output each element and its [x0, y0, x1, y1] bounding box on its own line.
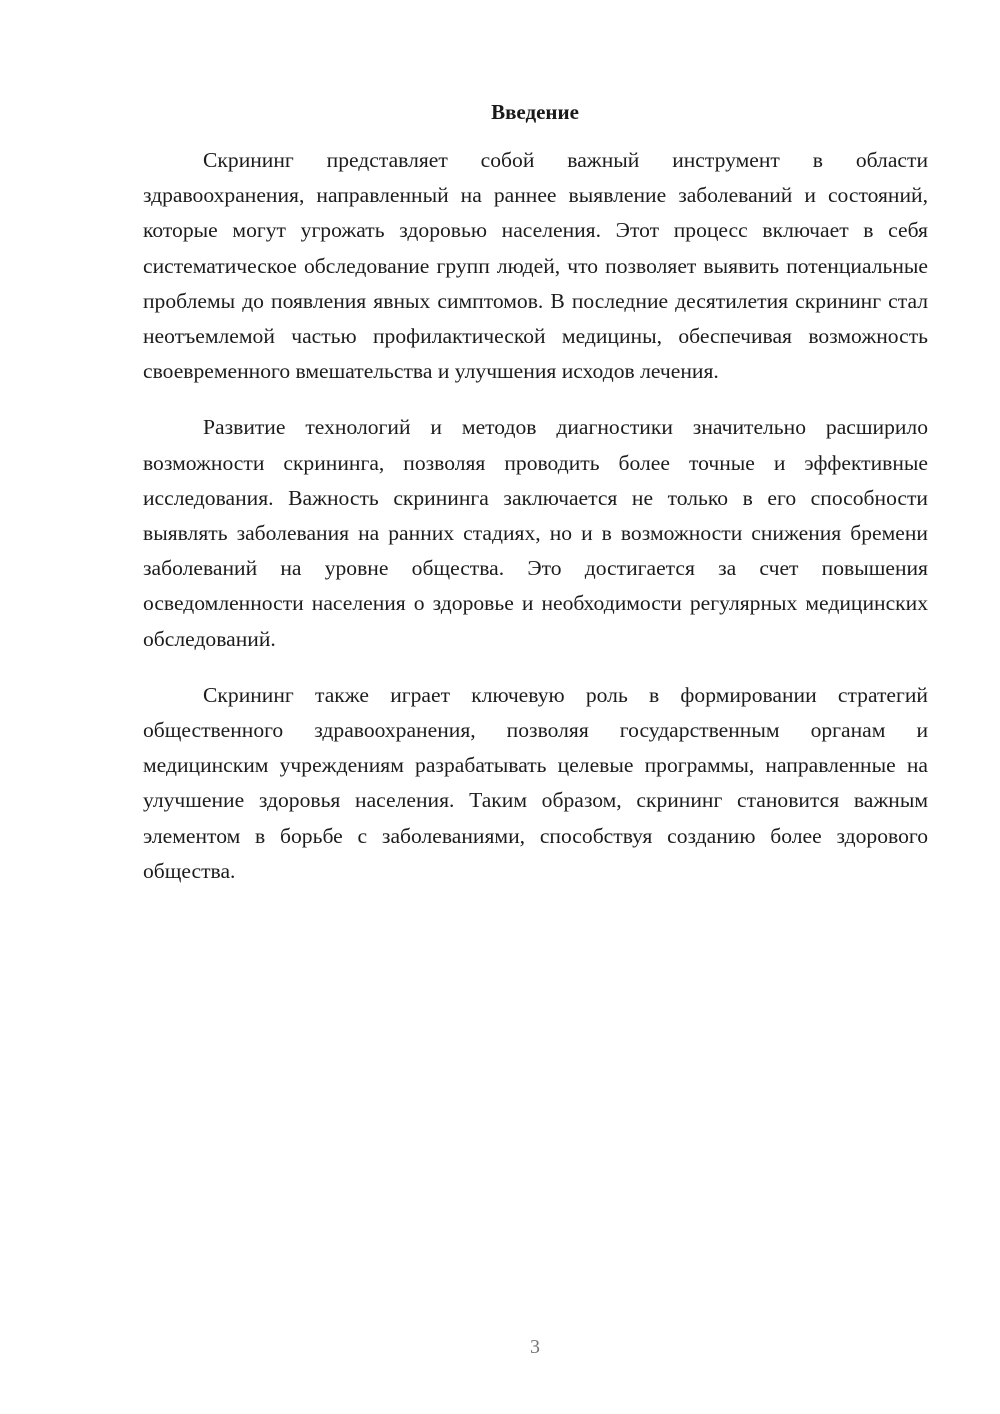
page-number: 3 — [530, 1336, 540, 1358]
paragraph-1: Скрининг представляет собой важный инструмент в области здравоохранения, направленный на раннее выявление заболеваний и состояний, которые могут угрожать здоровью населения. Этот процесс включает в себя систематическое обследование групп людей, что позволяет выявить потенциальные проблемы до появления явных симптомов. В последние десятилетия скрининг стал неотъемлемой частью профилактической медицины, обеспечивая возможность своевременного вмешательства и улучшения исходов лечения. — [143, 148, 928, 384]
body-text — [143, 143, 928, 910]
paragraph-3: Скрининг также играет ключевую роль в формировании стратегий общественного здравоохранения, позволяя государственным органам и медицинским учреждениям разрабатывать целевые программы, направленные на улучшение здоровья населения. Таким образом, скрининг становится важным элементом в борьбе с заболеваниями, способствуя созданию более здорового общества. — [143, 682, 928, 883]
section-title: Введение — [491, 100, 579, 124]
paragraph-2: Развитие технологий и методов диагностики значительно расширило возможности скрининга, позволяя проводить более точные и эффективные исследования. Важность скрининга заключается не только в его способности выявлять заболевания на ранних стадиях, но и в возможности снижения бремени заболеваний на уровне общества. Это достигается за счет повышения осведомленности населения о здоровье и необходимости регулярных медицинских обследований. — [143, 415, 928, 651]
